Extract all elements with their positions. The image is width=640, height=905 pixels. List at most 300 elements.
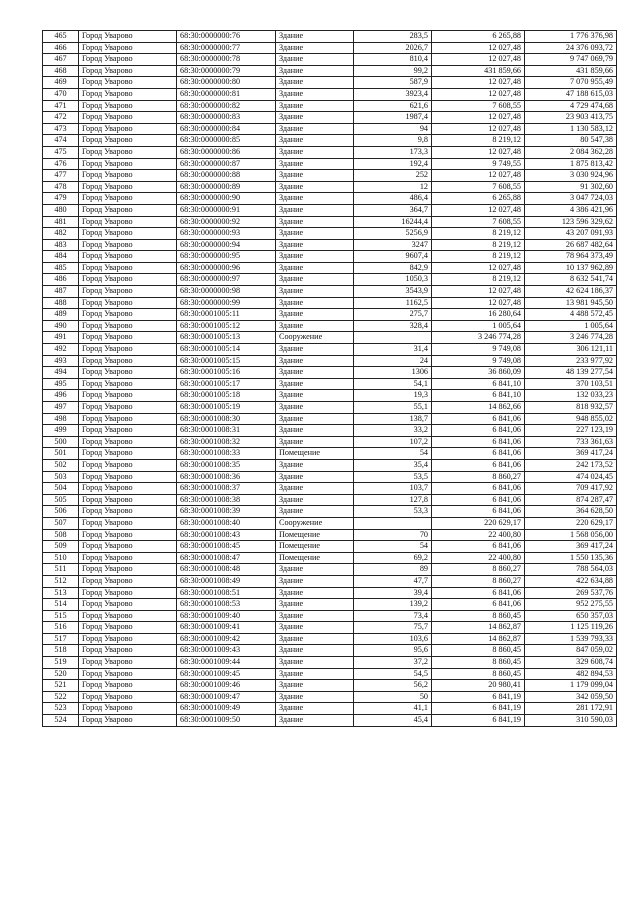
- unit-value-cell: 9 749,55: [432, 158, 525, 170]
- table-row: [43, 633, 617, 645]
- cadastral-value-cell: 1 130 583,12: [525, 123, 617, 135]
- cadastral-number-cell: 68:30:0001009:49: [177, 703, 276, 715]
- area-cell: 173,3: [354, 146, 432, 158]
- settlement-cell: Город Уварово: [79, 170, 177, 182]
- settlement-cell: Город Уварово: [79, 448, 177, 460]
- row-number-cell: 513: [43, 587, 79, 599]
- area-cell: 3543,9: [354, 286, 432, 298]
- table-row: [43, 228, 617, 240]
- table-row: [43, 367, 617, 379]
- unit-value-cell: 12 027,48: [432, 170, 525, 182]
- area-cell: 70: [354, 529, 432, 541]
- unit-value-cell: 7 608,55: [432, 216, 525, 228]
- settlement-cell: Город Уварово: [79, 680, 177, 692]
- area-cell: 2026,7: [354, 42, 432, 54]
- row-number-cell: 510: [43, 552, 79, 564]
- unit-value-cell: 12 027,48: [432, 112, 525, 124]
- cadastral-value-cell: 948 855,02: [525, 413, 617, 425]
- cadastral-number-cell: 68:30:0000000:83: [177, 112, 276, 124]
- table-row: [43, 54, 617, 66]
- object-type-cell: Здание: [276, 146, 354, 158]
- cadastral-value-cell: 474 024,45: [525, 471, 617, 483]
- settlement-cell: Город Уварово: [79, 239, 177, 251]
- row-number-cell: 512: [43, 575, 79, 587]
- area-cell: 16244,4: [354, 216, 432, 228]
- row-number-cell: 504: [43, 483, 79, 495]
- object-type-cell: Здание: [276, 587, 354, 599]
- cadastral-number-cell: 68:30:0000000:91: [177, 204, 276, 216]
- object-type-cell: Здание: [276, 31, 354, 43]
- settlement-cell: Город Уварово: [79, 135, 177, 147]
- cadastral-value-cell: 233 977,92: [525, 355, 617, 367]
- row-number-cell: 488: [43, 297, 79, 309]
- area-cell: 587,9: [354, 77, 432, 89]
- object-type-cell: Здание: [276, 691, 354, 703]
- settlement-cell: Город Уварово: [79, 610, 177, 622]
- settlement-cell: Город Уварово: [79, 529, 177, 541]
- cadastral-value-cell: 1 875 813,42: [525, 158, 617, 170]
- object-type-cell: Здание: [276, 239, 354, 251]
- cadastral-value-cell: 1 179 099,04: [525, 680, 617, 692]
- unit-value-cell: 6 841,19: [432, 715, 525, 727]
- cadastral-value-cell: 709 417,92: [525, 483, 617, 495]
- cadastral-value-cell: 3 030 924,96: [525, 170, 617, 182]
- unit-value-cell: 6 265,88: [432, 193, 525, 205]
- settlement-cell: Город Уварово: [79, 65, 177, 77]
- table-row: [43, 355, 617, 367]
- row-number-cell: 522: [43, 691, 79, 703]
- cadastral-number-cell: 68:30:0001008:45: [177, 541, 276, 553]
- cadastral-value-cell: 1 776 376,98: [525, 31, 617, 43]
- object-type-cell: Здание: [276, 262, 354, 274]
- cadastral-value-cell: 47 188 615,03: [525, 88, 617, 100]
- area-cell: 95,6: [354, 645, 432, 657]
- cadastral-number-cell: 68:30:0001005:13: [177, 332, 276, 344]
- unit-value-cell: 3 246 774,28: [432, 332, 525, 344]
- area-cell: 283,5: [354, 31, 432, 43]
- cadastral-number-cell: 68:30:0000000:77: [177, 42, 276, 54]
- cadastral-value-cell: 482 894,53: [525, 668, 617, 680]
- unit-value-cell: 6 841,06: [432, 413, 525, 425]
- object-type-cell: Здание: [276, 680, 354, 692]
- table-row: [43, 668, 617, 680]
- settlement-cell: Город Уварово: [79, 262, 177, 274]
- cadastral-number-cell: 68:30:0001008:48: [177, 564, 276, 576]
- unit-value-cell: 6 841,06: [432, 483, 525, 495]
- cadastral-number-cell: 68:30:0001009:43: [177, 645, 276, 657]
- object-type-cell: Здание: [276, 286, 354, 298]
- row-number-cell: 482: [43, 228, 79, 240]
- object-type-cell: Здание: [276, 703, 354, 715]
- cadastral-value-cell: 369 417,24: [525, 541, 617, 553]
- row-number-cell: 487: [43, 286, 79, 298]
- settlement-cell: Город Уварово: [79, 77, 177, 89]
- row-number-cell: 478: [43, 181, 79, 193]
- cadastral-number-cell: 68:30:0001008:32: [177, 436, 276, 448]
- cadastral-number-cell: 68:30:0000000:79: [177, 65, 276, 77]
- cadastral-number-cell: 68:30:0000000:95: [177, 251, 276, 263]
- unit-value-cell: 1 005,64: [432, 320, 525, 332]
- object-type-cell: Помещение: [276, 529, 354, 541]
- table-row: [43, 88, 617, 100]
- unit-value-cell: 6 841,10: [432, 378, 525, 390]
- area-cell: 9607,4: [354, 251, 432, 263]
- row-number-cell: 500: [43, 436, 79, 448]
- object-type-cell: Здание: [276, 251, 354, 263]
- table-row: [43, 610, 617, 622]
- settlement-cell: Город Уварово: [79, 251, 177, 263]
- area-cell: 54: [354, 448, 432, 460]
- area-cell: 1162,5: [354, 297, 432, 309]
- settlement-cell: Город Уварово: [79, 483, 177, 495]
- cadastral-number-cell: 68:30:0001008:40: [177, 517, 276, 529]
- row-number-cell: 496: [43, 390, 79, 402]
- table-row: [43, 320, 617, 332]
- cadastral-value-cell: 23 903 413,75: [525, 112, 617, 124]
- unit-value-cell: 6 841,06: [432, 506, 525, 518]
- row-number-cell: 467: [43, 54, 79, 66]
- cadastral-number-cell: 68:30:0001008:53: [177, 599, 276, 611]
- cadastral-value-cell: 1 539 793,33: [525, 633, 617, 645]
- object-type-cell: Здание: [276, 274, 354, 286]
- unit-value-cell: 6 265,88: [432, 31, 525, 43]
- object-type-cell: Здание: [276, 657, 354, 669]
- cadastral-number-cell: 68:30:0001008:35: [177, 459, 276, 471]
- object-type-cell: Здание: [276, 228, 354, 240]
- object-type-cell: Помещение: [276, 448, 354, 460]
- unit-value-cell: 6 841,06: [432, 448, 525, 460]
- table-row: [43, 135, 617, 147]
- area-cell: 69,2: [354, 552, 432, 564]
- object-type-cell: Здание: [276, 309, 354, 321]
- cadastral-number-cell: 68:30:0000000:88: [177, 170, 276, 182]
- table-row: [43, 715, 617, 727]
- settlement-cell: Город Уварово: [79, 517, 177, 529]
- table-row: [43, 657, 617, 669]
- area-cell: 127,8: [354, 494, 432, 506]
- area-cell: 39,4: [354, 587, 432, 599]
- table-row: [43, 262, 617, 274]
- row-number-cell: 468: [43, 65, 79, 77]
- object-type-cell: Здание: [276, 483, 354, 495]
- cadastral-value-cell: 1 550 135,36: [525, 552, 617, 564]
- object-type-cell: Здание: [276, 100, 354, 112]
- area-cell: 192,4: [354, 158, 432, 170]
- unit-value-cell: 14 862,87: [432, 622, 525, 634]
- cadastral-number-cell: 68:30:0001009:45: [177, 668, 276, 680]
- unit-value-cell: 220 629,17: [432, 517, 525, 529]
- cadastral-value-cell: 242 173,52: [525, 459, 617, 471]
- table-row: [43, 100, 617, 112]
- table-row: [43, 274, 617, 286]
- row-number-cell: 511: [43, 564, 79, 576]
- settlement-cell: Город Уварово: [79, 436, 177, 448]
- object-type-cell: Здание: [276, 170, 354, 182]
- cadastral-number-cell: 68:30:0000000:85: [177, 135, 276, 147]
- cadastral-number-cell: 68:30:0001005:19: [177, 402, 276, 414]
- unit-value-cell: 12 027,48: [432, 88, 525, 100]
- unit-value-cell: 8 860,27: [432, 564, 525, 576]
- unit-value-cell: 6 841,06: [432, 541, 525, 553]
- unit-value-cell: 22 400,80: [432, 529, 525, 541]
- cadastral-number-cell: 68:30:0001005:15: [177, 355, 276, 367]
- object-type-cell: Здание: [276, 112, 354, 124]
- settlement-cell: Город Уварово: [79, 88, 177, 100]
- cadastral-value-cell: 78 964 373,49: [525, 251, 617, 263]
- table-row: [43, 552, 617, 564]
- cadastral-number-cell: 68:30:0001008:49: [177, 575, 276, 587]
- row-number-cell: 484: [43, 251, 79, 263]
- area-cell: 12: [354, 181, 432, 193]
- cadastral-number-cell: 68:30:0001008:38: [177, 494, 276, 506]
- area-cell: 1306: [354, 367, 432, 379]
- cadastral-number-cell: 68:30:0001008:31: [177, 425, 276, 437]
- settlement-cell: Город Уварово: [79, 158, 177, 170]
- unit-value-cell: 12 027,48: [432, 42, 525, 54]
- cadastral-number-cell: 68:30:0001008:37: [177, 483, 276, 495]
- cadastral-value-cell: 4 488 572,45: [525, 309, 617, 321]
- area-cell: 275,7: [354, 309, 432, 321]
- settlement-cell: Город Уварово: [79, 390, 177, 402]
- cadastral-number-cell: 68:30:0001009:42: [177, 633, 276, 645]
- unit-value-cell: 12 027,48: [432, 297, 525, 309]
- row-number-cell: 506: [43, 506, 79, 518]
- cadastral-value-cell: 80 547,38: [525, 135, 617, 147]
- row-number-cell: 499: [43, 425, 79, 437]
- cadastral-value-cell: 91 302,60: [525, 181, 617, 193]
- table-row: [43, 65, 617, 77]
- unit-value-cell: 8 860,45: [432, 668, 525, 680]
- area-cell: 54,5: [354, 668, 432, 680]
- object-type-cell: Здание: [276, 378, 354, 390]
- table-row: [43, 181, 617, 193]
- area-cell: 47,7: [354, 575, 432, 587]
- row-number-cell: 491: [43, 332, 79, 344]
- cadastral-value-cell: 4 729 474,68: [525, 100, 617, 112]
- area-cell: 1987,4: [354, 112, 432, 124]
- table-row: [43, 541, 617, 553]
- row-number-cell: 494: [43, 367, 79, 379]
- settlement-cell: Город Уварово: [79, 204, 177, 216]
- cadastral-number-cell: 68:30:0001005:12: [177, 320, 276, 332]
- row-number-cell: 518: [43, 645, 79, 657]
- row-number-cell: 470: [43, 88, 79, 100]
- area-cell: 103,6: [354, 633, 432, 645]
- object-type-cell: Здание: [276, 320, 354, 332]
- table-row: [43, 575, 617, 587]
- object-type-cell: Здание: [276, 564, 354, 576]
- object-type-cell: Здание: [276, 715, 354, 727]
- cadastral-number-cell: 68:30:0000000:87: [177, 158, 276, 170]
- table-row: [43, 436, 617, 448]
- unit-value-cell: 12 027,48: [432, 204, 525, 216]
- cadastral-number-cell: 68:30:0000000:84: [177, 123, 276, 135]
- area-cell: 621,6: [354, 100, 432, 112]
- unit-value-cell: 8 219,12: [432, 228, 525, 240]
- unit-value-cell: 6 841,06: [432, 425, 525, 437]
- cadastral-value-cell: 370 103,51: [525, 378, 617, 390]
- cadastral-number-cell: 68:30:0000000:93: [177, 228, 276, 240]
- table-row: [43, 483, 617, 495]
- area-cell: 103,7: [354, 483, 432, 495]
- row-number-cell: 481: [43, 216, 79, 228]
- settlement-cell: Город Уварово: [79, 297, 177, 309]
- row-number-cell: 473: [43, 123, 79, 135]
- cadastral-value-cell: 3 246 774,28: [525, 332, 617, 344]
- settlement-cell: Город Уварово: [79, 715, 177, 727]
- cadastral-value-cell: 733 361,63: [525, 436, 617, 448]
- object-type-cell: Здание: [276, 471, 354, 483]
- cadastral-number-cell: 68:30:0001008:43: [177, 529, 276, 541]
- cadastral-value-cell: 123 596 329,62: [525, 216, 617, 228]
- settlement-cell: Город Уварово: [79, 506, 177, 518]
- unit-value-cell: 14 862,87: [432, 633, 525, 645]
- object-type-cell: Здание: [276, 494, 354, 506]
- area-cell: 5256,9: [354, 228, 432, 240]
- table-row: [43, 297, 617, 309]
- row-number-cell: 505: [43, 494, 79, 506]
- table-row: [43, 564, 617, 576]
- area-cell: 139,2: [354, 599, 432, 611]
- cadastral-value-cell: 650 357,03: [525, 610, 617, 622]
- cadastral-value-cell: 364 628,50: [525, 506, 617, 518]
- cadastral-value-cell: 788 564,03: [525, 564, 617, 576]
- settlement-cell: Город Уварово: [79, 378, 177, 390]
- area-cell: 53,5: [354, 471, 432, 483]
- settlement-cell: Город Уварово: [79, 633, 177, 645]
- cadastral-number-cell: 68:30:0000000:81: [177, 88, 276, 100]
- cadastral-value-cell: 3 047 724,03: [525, 193, 617, 205]
- object-type-cell: Здание: [276, 610, 354, 622]
- unit-value-cell: 6 841,06: [432, 494, 525, 506]
- area-cell: 41,1: [354, 703, 432, 715]
- cadastral-number-cell: 68:30:0000000:98: [177, 286, 276, 298]
- settlement-cell: Город Уварово: [79, 645, 177, 657]
- unit-value-cell: 8 219,12: [432, 239, 525, 251]
- settlement-cell: Город Уварово: [79, 112, 177, 124]
- table-row: [43, 77, 617, 89]
- unit-value-cell: 6 841,06: [432, 459, 525, 471]
- cadastral-value-cell: 4 386 421,96: [525, 204, 617, 216]
- cadastral-value-cell: 1 005,64: [525, 320, 617, 332]
- row-number-cell: 479: [43, 193, 79, 205]
- settlement-cell: Город Уварово: [79, 703, 177, 715]
- cadastral-number-cell: 68:30:0000000:99: [177, 297, 276, 309]
- table-row: [43, 286, 617, 298]
- table-row: [43, 517, 617, 529]
- area-cell: 3923,4: [354, 88, 432, 100]
- cadastral-value-cell: 43 207 091,93: [525, 228, 617, 240]
- settlement-cell: Город Уварово: [79, 541, 177, 553]
- cadastral-value-cell: 2 084 362,28: [525, 146, 617, 158]
- table-row: [43, 251, 617, 263]
- unit-value-cell: 16 280,64: [432, 309, 525, 321]
- settlement-cell: Город Уварово: [79, 402, 177, 414]
- object-type-cell: Здание: [276, 297, 354, 309]
- object-type-cell: Здание: [276, 390, 354, 402]
- cadastral-number-cell: 68:30:0000000:94: [177, 239, 276, 251]
- cadastral-value-cell: 13 981 945,50: [525, 297, 617, 309]
- table-row: [43, 402, 617, 414]
- cadastral-value-cell: 818 932,57: [525, 402, 617, 414]
- table-row: [43, 193, 617, 205]
- cadastral-value-cell: 269 537,76: [525, 587, 617, 599]
- cadastral-number-cell: 68:30:0001008:47: [177, 552, 276, 564]
- table-row: [43, 204, 617, 216]
- cadastral-number-cell: 68:30:0001009:50: [177, 715, 276, 727]
- object-type-cell: Здание: [276, 135, 354, 147]
- object-type-cell: Здание: [276, 506, 354, 518]
- area-cell: 328,4: [354, 320, 432, 332]
- cadastral-number-cell: 68:30:0001005:17: [177, 378, 276, 390]
- settlement-cell: Город Уварово: [79, 564, 177, 576]
- object-type-cell: Помещение: [276, 552, 354, 564]
- unit-value-cell: 6 841,06: [432, 436, 525, 448]
- object-type-cell: Здание: [276, 158, 354, 170]
- object-type-cell: Здание: [276, 355, 354, 367]
- row-number-cell: 475: [43, 146, 79, 158]
- table-row: [43, 170, 617, 182]
- table-row: [43, 645, 617, 657]
- row-number-cell: 521: [43, 680, 79, 692]
- cadastral-number-cell: 68:30:0001005:16: [177, 367, 276, 379]
- object-type-cell: Здание: [276, 599, 354, 611]
- unit-value-cell: 8 219,12: [432, 135, 525, 147]
- cadastral-value-cell: 220 629,17: [525, 517, 617, 529]
- settlement-cell: Город Уварово: [79, 691, 177, 703]
- unit-value-cell: 14 862,66: [432, 402, 525, 414]
- object-type-cell: Здание: [276, 181, 354, 193]
- table-row: [43, 112, 617, 124]
- unit-value-cell: 6 841,19: [432, 691, 525, 703]
- cadastral-value-cell: 369 417,24: [525, 448, 617, 460]
- settlement-cell: Город Уварово: [79, 123, 177, 135]
- area-cell: 54,1: [354, 378, 432, 390]
- area-cell: 45,4: [354, 715, 432, 727]
- area-cell: 54: [354, 541, 432, 553]
- row-number-cell: 514: [43, 599, 79, 611]
- object-type-cell: Здание: [276, 633, 354, 645]
- cadastral-value-cell: 9 747 069,79: [525, 54, 617, 66]
- row-number-cell: 477: [43, 170, 79, 182]
- object-type-cell: Здание: [276, 622, 354, 634]
- row-number-cell: 466: [43, 42, 79, 54]
- cadastral-value-cell: 874 287,47: [525, 494, 617, 506]
- object-type-cell: Здание: [276, 123, 354, 135]
- cadastral-number-cell: 68:30:0001008:39: [177, 506, 276, 518]
- row-number-cell: 523: [43, 703, 79, 715]
- cadastral-number-cell: 68:30:0001009:44: [177, 657, 276, 669]
- unit-value-cell: 9 749,08: [432, 344, 525, 356]
- table-row: [43, 123, 617, 135]
- unit-value-cell: 8 860,27: [432, 575, 525, 587]
- cadastral-number-cell: 68:30:0001008:36: [177, 471, 276, 483]
- area-cell: 56,2: [354, 680, 432, 692]
- settlement-cell: Город Уварово: [79, 668, 177, 680]
- table-row: [43, 459, 617, 471]
- table-row: [43, 390, 617, 402]
- settlement-cell: Город Уварово: [79, 320, 177, 332]
- object-type-cell: Здание: [276, 575, 354, 587]
- object-type-cell: Здание: [276, 367, 354, 379]
- area-cell: 99,2: [354, 65, 432, 77]
- unit-value-cell: 7 608,55: [432, 181, 525, 193]
- area-cell: 89: [354, 564, 432, 576]
- cadastral-value-cell: 342 059,50: [525, 691, 617, 703]
- settlement-cell: Город Уварово: [79, 286, 177, 298]
- cadastral-value-cell: 1 125 119,26: [525, 622, 617, 634]
- area-cell: 3247: [354, 239, 432, 251]
